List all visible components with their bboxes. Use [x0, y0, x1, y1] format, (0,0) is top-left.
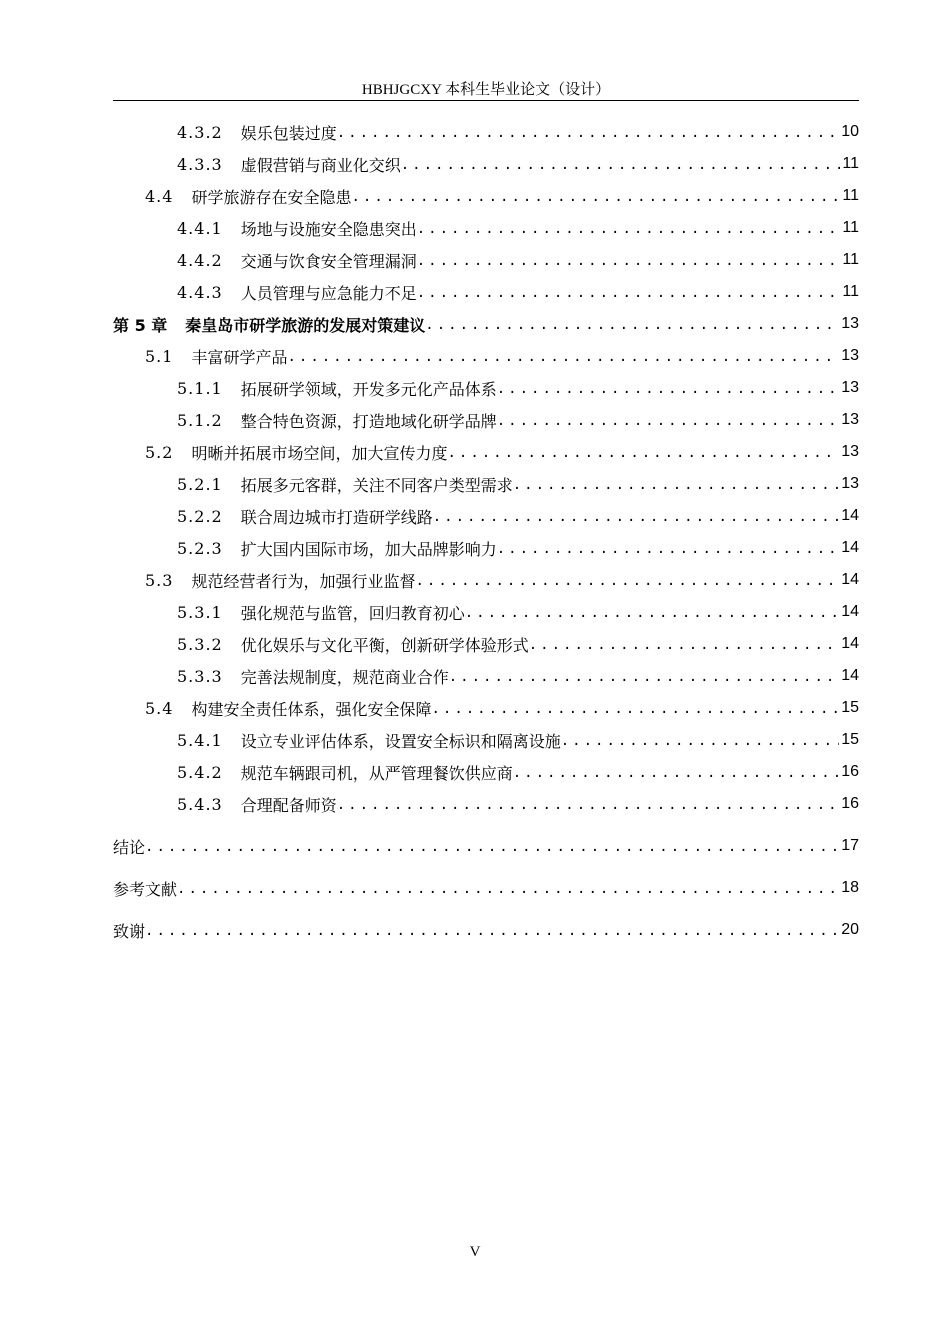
toc-entry-5-2[interactable]: [113, 436, 859, 468]
toc-entry-number: 4.4.2: [177, 250, 223, 270]
toc-entry-acknowledgements[interactable]: [113, 914, 859, 946]
toc-entry-number: 5.3: [145, 570, 174, 590]
toc-entry-title: 合理配备师资: [240, 795, 337, 815]
toc-entry-page: 20: [841, 921, 859, 938]
toc-entry-page: 11: [842, 251, 859, 268]
toc-dot-leader: [177, 879, 839, 897]
toc-dot-leader: [529, 635, 839, 653]
toc-entry-4-4-2[interactable]: [113, 244, 859, 276]
toc-entry-number: 5.3.1: [177, 602, 223, 622]
toc-dot-leader: [287, 347, 839, 365]
toc-dot-leader: [449, 667, 839, 685]
toc-entry-number: 4.4: [145, 186, 174, 206]
toc-entry-page: 13: [841, 411, 859, 428]
toc-entry-page: 14: [841, 539, 859, 556]
toc-entry-5-3[interactable]: [113, 564, 859, 596]
toc-entry-page: 11: [842, 187, 859, 204]
toc-entry-4-3-3[interactable]: [113, 148, 859, 180]
toc-entry-page: 15: [841, 731, 859, 748]
toc-entry-conclusion[interactable]: [113, 830, 859, 862]
toc-dot-leader: [417, 251, 841, 269]
toc-dot-leader: [425, 315, 839, 333]
toc-entry-references[interactable]: [113, 872, 859, 904]
toc-entry-number: 5.1.1: [177, 378, 223, 398]
toc-entry-page: 11: [842, 155, 859, 172]
toc-entry-title: 丰富研学产品: [191, 347, 288, 367]
toc-dot-leader: [513, 763, 839, 781]
toc-entry-number: 5.3.3: [177, 666, 223, 686]
toc-dot-leader: [417, 219, 841, 237]
toc-entry-chapter-5[interactable]: [113, 308, 859, 340]
toc-entry-page: 11: [842, 283, 859, 300]
toc-entry-number: 4.3.3: [177, 154, 223, 174]
table-of-contents: [113, 116, 859, 946]
toc-entry-5-3-2[interactable]: [113, 628, 859, 660]
toc-entry-number: 5.4: [145, 698, 174, 718]
toc-entry-number: 5.2.1: [177, 474, 223, 494]
toc-entry-number: 5.2.2: [177, 506, 223, 526]
toc-entry-number: 4.3.2: [177, 122, 223, 142]
toc-entry-5-4[interactable]: [113, 692, 859, 724]
toc-entry-number: 5.2: [145, 442, 174, 462]
toc-dot-leader: [497, 379, 839, 397]
toc-entry-page: 15: [841, 699, 859, 716]
toc-entry-4-4-1[interactable]: [113, 212, 859, 244]
toc-dot-leader: [417, 283, 841, 301]
toc-entry-number: 5.1.2: [177, 410, 223, 430]
toc-dot-leader: [561, 731, 839, 749]
toc-dot-leader: [337, 123, 839, 141]
toc-entry-page: 13: [841, 379, 859, 396]
page-number: V: [469, 1244, 481, 1260]
toc-dot-leader: [415, 571, 839, 589]
toc-entry-page: 17: [841, 837, 859, 854]
toc-entry-page: 14: [841, 571, 859, 588]
toc-entry-number: 5.4.2: [177, 762, 223, 782]
toc-entry-4-4-3[interactable]: [113, 276, 859, 308]
toc-entry-title: 联合周边城市打造研学线路: [240, 507, 433, 527]
toc-spacer: [113, 904, 859, 914]
toc-entry-5-3-1[interactable]: [113, 596, 859, 628]
toc-entry-page: 16: [841, 763, 859, 780]
toc-entry-title: 强化规范与监管，回归教育初心: [240, 603, 465, 623]
toc-entry-title: 整合特色资源，打造地域化研学品牌: [240, 411, 497, 431]
toc-entry-5-1-1[interactable]: [113, 372, 859, 404]
toc-spacer: [113, 820, 859, 830]
toc-dot-leader: [351, 187, 840, 205]
toc-entry-5-3-3[interactable]: [113, 660, 859, 692]
toc-entry-page: 13: [841, 475, 859, 492]
page-header: HBHJGCXY 本科生毕业论文（设计）: [361, 82, 611, 98]
toc-dot-leader: [497, 539, 839, 557]
toc-entry-5-1[interactable]: [113, 340, 859, 372]
toc-entry-5-4-1[interactable]: [113, 724, 859, 756]
toc-entry-title: 致谢: [113, 921, 146, 941]
toc-entry-number: 5.4.1: [177, 730, 223, 750]
toc-entry-title: 完善法规制度，规范商业合作: [240, 667, 449, 687]
toc-entry-number: 第 5 章: [113, 315, 168, 335]
toc-entry-5-2-3[interactable]: [113, 532, 859, 564]
toc-entry-number: 4.4.1: [177, 218, 223, 238]
toc-entry-title: 娱乐包装过度: [240, 123, 337, 143]
toc-entry-4-4[interactable]: [113, 180, 859, 212]
toc-entry-5-2-1[interactable]: [113, 468, 859, 500]
toc-entry-page: 13: [841, 443, 859, 460]
toc-entry-page: 13: [841, 315, 859, 332]
header-rule: [113, 100, 859, 101]
toc-dot-leader: [337, 795, 839, 813]
toc-entry-title: 交通与饮食安全管理漏洞: [240, 251, 417, 271]
toc-entry-page: 11: [842, 219, 859, 236]
toc-entry-5-4-2[interactable]: [113, 756, 859, 788]
toc-dot-leader: [401, 155, 841, 173]
toc-entry-title: 研学旅游存在安全隐患: [191, 187, 352, 207]
toc-entry-page: 14: [841, 603, 859, 620]
toc-entry-page: 18: [841, 879, 859, 896]
toc-entry-number: 5.4.3: [177, 794, 223, 814]
toc-entry-title: 扩大国内国际市场，加大品牌影响力: [240, 539, 497, 559]
toc-entry-4-3-2[interactable]: [113, 116, 859, 148]
toc-entry-number: 5.1: [145, 346, 174, 366]
toc-entry-title: 拓展多元客群，关注不同客户类型需求: [240, 475, 513, 495]
toc-entry-page: 14: [841, 667, 859, 684]
toc-entry-5-2-2[interactable]: [113, 500, 859, 532]
toc-entry-page: 16: [841, 795, 859, 812]
toc-dot-leader: [465, 603, 839, 621]
toc-entry-number: 4.4.3: [177, 282, 223, 302]
toc-entry-title: 明晰并拓展市场空间，加大宣传力度: [191, 443, 448, 463]
toc-entry-page: 13: [841, 347, 859, 364]
toc-entry-title: 虚假营销与商业化交织: [240, 155, 401, 175]
toc-dot-leader: [431, 699, 839, 717]
toc-entry-title: 场地与设施安全隐患突出: [240, 219, 417, 239]
toc-entry-title: 拓展研学领域，开发多元化产品体系: [240, 379, 497, 399]
toc-entry-number: 5.2.3: [177, 538, 223, 558]
toc-entry-title: 人员管理与应急能力不足: [240, 283, 417, 303]
toc-entry-title: 参考文献: [113, 879, 178, 899]
toc-entry-5-4-3[interactable]: [113, 788, 859, 820]
toc-entry-title: 规范车辆跟司机，从严管理餐饮供应商: [240, 763, 513, 783]
toc-entry-title: 结论: [113, 837, 146, 857]
toc-dot-leader: [513, 475, 839, 493]
toc-entry-5-1-2[interactable]: [113, 404, 859, 436]
toc-entry-page: 14: [841, 507, 859, 524]
toc-dot-leader: [433, 507, 839, 525]
toc-entry-page: 14: [841, 635, 859, 652]
toc-entry-title: 设立专业评估体系，设置安全标识和隔离设施: [240, 731, 561, 751]
toc-entry-title: 秦皇岛市研学旅游的发展对策建议: [185, 315, 426, 335]
toc-entry-page: 10: [841, 123, 859, 140]
toc-entry-title: 优化娱乐与文化平衡，创新研学体验形式: [240, 635, 529, 655]
toc-entry-title: 构建安全责任体系，强化安全保障: [191, 699, 432, 719]
toc-dot-leader: [145, 921, 839, 939]
toc-dot-leader: [145, 837, 839, 855]
toc-entry-number: 5.3.2: [177, 634, 223, 654]
toc-entry-title: 规范经营者行为，加强行业监督: [191, 571, 416, 591]
toc-spacer: [113, 862, 859, 872]
toc-dot-leader: [447, 443, 839, 461]
toc-dot-leader: [497, 411, 839, 429]
